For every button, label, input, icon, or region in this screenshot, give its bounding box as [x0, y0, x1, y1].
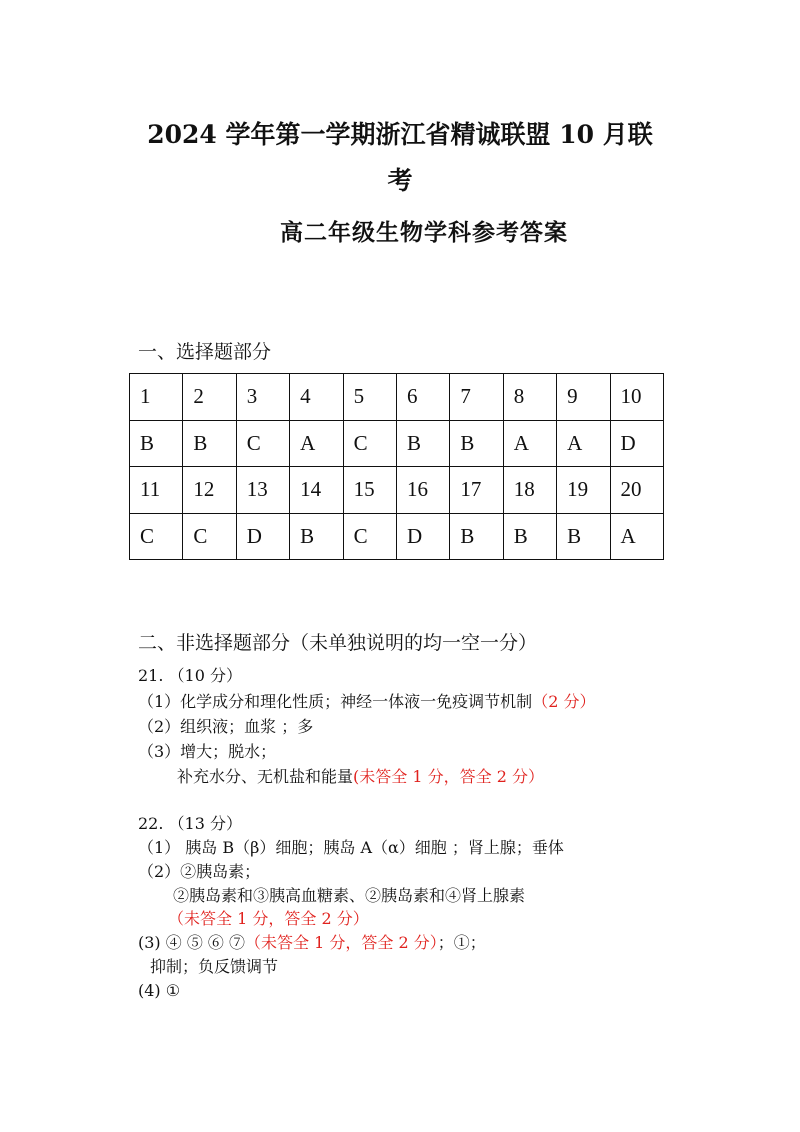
q22-line-5-score: （未答全 1 分，答全 2 分）: [245, 933, 438, 952]
question-number-cell: 11: [130, 467, 183, 514]
question-number-cell: 6: [396, 374, 449, 421]
q21-line-2: （2）组织液；血浆 ；多: [138, 717, 314, 736]
section1-heading: 一、选择题部分: [138, 341, 272, 363]
q22-line-5: [138, 933, 486, 953]
answer-letter-cell: B: [290, 513, 343, 560]
question-number-cell: 2: [183, 374, 236, 421]
question-number-cell: 18: [503, 467, 556, 514]
answer-letter-cell: A: [557, 420, 610, 467]
answer-table-row: [130, 420, 664, 467]
question-number-cell: 8: [503, 374, 556, 421]
q22-line-5-tail: ；①；: [437, 933, 486, 952]
q22-line-1: （1） 胰岛 B（β）细胞；胰岛 A（α）细胞 ；肾上腺；垂体: [138, 838, 564, 857]
question-number-cell: 16: [396, 467, 449, 514]
answer-letter-cell: B: [396, 420, 449, 467]
answer-table-row: [130, 374, 664, 421]
question-number-cell: 15: [343, 467, 396, 514]
question-number-cell: 14: [290, 467, 343, 514]
q21-line-1: [138, 692, 595, 712]
question-number-cell: 13: [236, 467, 289, 514]
question-number-cell: 5: [343, 374, 396, 421]
answer-letter-cell: A: [610, 513, 663, 560]
question-number-cell: 4: [290, 374, 343, 421]
question-number-cell: 7: [450, 374, 503, 421]
answer-letter-cell: B: [130, 420, 183, 467]
q22-line-4-score: （未答全 1 分，答全 2 分）: [168, 909, 369, 928]
document-title: [100, 112, 700, 204]
q21-line-4-score: (未答全 1 分，答全 2 分）: [353, 767, 544, 786]
answer-letter-cell: C: [130, 513, 183, 560]
answer-letter-cell: B: [183, 420, 236, 467]
answer-letter-cell: A: [503, 420, 556, 467]
answer-letter-cell: C: [236, 420, 289, 467]
question-number-cell: 17: [450, 467, 503, 514]
q22-line-6: 抑制；负反馈调节: [150, 957, 279, 976]
answer-letter-cell: D: [610, 420, 663, 467]
answer-table: [129, 373, 664, 560]
q22-line-5-text: (3) ④ ⑤ ⑥ ⑦: [138, 933, 246, 952]
q21-line-4-text: 补充水分、无机盐和能量: [177, 767, 354, 786]
title-line-1: 2024 学年第一学期浙江省精诚联盟 10 月联: [147, 120, 653, 149]
title-line-2: 考: [387, 166, 413, 195]
q22-line-3: ②胰岛素和③胰高血糖素、②胰岛素和④肾上腺素: [173, 886, 526, 905]
question-number-cell: 1: [130, 374, 183, 421]
q21-line-1-text: （1）化学成分和理化性质；神经一体液一免疫调节机制: [138, 692, 533, 711]
q22-line-7: (4) ①: [138, 981, 181, 1000]
answer-table-row: [130, 467, 664, 514]
question-number-cell: 3: [236, 374, 289, 421]
answer-letter-cell: B: [557, 513, 610, 560]
document-subtitle: 高二年级生物学科参考答案: [280, 219, 568, 246]
section2-heading: 二、非选择题部分（未单独说明的均一空一分）: [138, 632, 538, 654]
answer-table-row: [130, 513, 664, 560]
answer-letter-cell: B: [503, 513, 556, 560]
q21-line-4: [177, 767, 544, 787]
q21-line-1-score: （2 分）: [532, 692, 596, 711]
answer-letter-cell: C: [183, 513, 236, 560]
answer-letter-cell: C: [343, 513, 396, 560]
question-number-cell: 10: [610, 374, 663, 421]
answer-letter-cell: D: [236, 513, 289, 560]
question-number-cell: 19: [557, 467, 610, 514]
answer-letter-cell: B: [450, 420, 503, 467]
q22-line-2: （2）②胰岛素；: [138, 862, 261, 881]
answer-letter-cell: A: [290, 420, 343, 467]
question-number-cell: 20: [610, 467, 663, 514]
question-number-cell: 12: [183, 467, 236, 514]
answer-letter-cell: C: [343, 420, 396, 467]
q22-header: 22. （13 分）: [138, 814, 242, 833]
q21-line-3: （3）增大；脱水；: [138, 742, 277, 761]
answer-letter-cell: D: [396, 513, 449, 560]
question-number-cell: 9: [557, 374, 610, 421]
answer-letter-cell: B: [450, 513, 503, 560]
q21-header: 21. （10 分）: [138, 666, 242, 685]
